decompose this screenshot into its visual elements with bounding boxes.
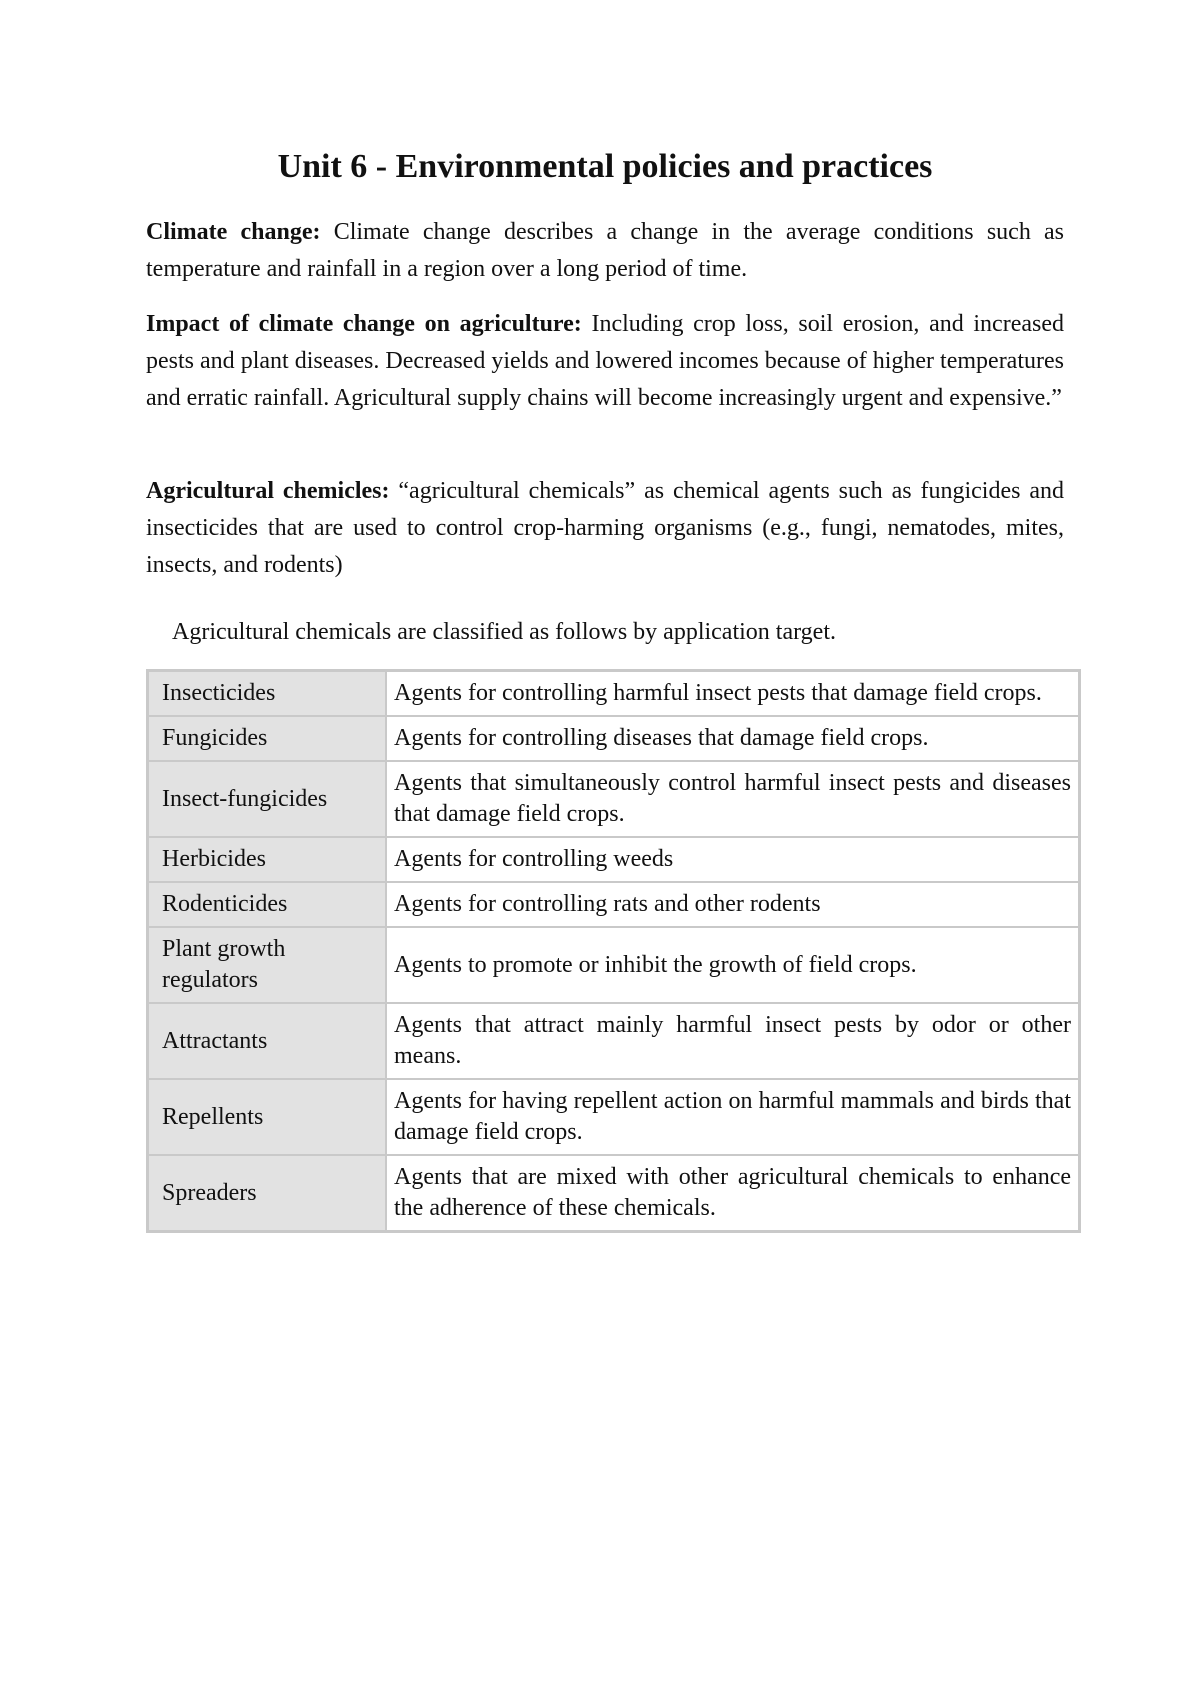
chemical-name: Plant growth regulators	[148, 927, 387, 1003]
chemical-name: Rodenticides	[148, 882, 387, 927]
table-row	[148, 1079, 1080, 1155]
impact-paragraph	[146, 306, 1064, 417]
table-row	[148, 882, 1080, 927]
chemical-name: Insect-fungicides	[148, 761, 387, 837]
chemical-description: Agents for having repellent action on harmful mammals and birds that damage field crops.	[386, 1079, 1080, 1155]
definition-text: “agricultural chemicals” as chemical agents such as fungicides and insecticides that are used to control crop-harming organisms (e.g., fungi, nematodes, mites, insects, and rodents)	[146, 478, 1064, 578]
chemical-name: Repellents	[148, 1079, 387, 1155]
chemical-description: Agents to promote or inhibit the growth of field crops.	[386, 927, 1080, 1003]
chemicals-paragraph	[146, 473, 1064, 584]
term-label: Climate change:	[146, 219, 321, 245]
chemical-name: Attractants	[148, 1003, 387, 1079]
chemical-description: Agents that attract mainly harmful insect pests by odor or other means.	[386, 1003, 1080, 1079]
definition-text: Climate change describes a change in the average conditions such as temperature and rainfall in a region over a long period of time.	[146, 219, 1065, 282]
definition-text: Including crop loss, soil erosion, and increased pests and plant diseases. Decreased yields and lowered incomes because of higher temperatures and erratic rainfall. Agricultural supply chains will become increasingly urgent and expensive.”	[146, 311, 1064, 411]
chemical-name: Herbicides	[148, 837, 387, 882]
climate-change-paragraph	[146, 214, 1064, 288]
chemical-description: Agents for controlling weeds	[386, 837, 1080, 882]
table-row	[148, 671, 1080, 717]
page-title: Unit 6 - Environmental policies and practices	[277, 148, 933, 185]
chemicals-table	[146, 669, 1081, 1233]
chemical-description: Agents for controlling diseases that damage field crops.	[386, 716, 1080, 761]
table-row	[148, 1155, 1080, 1232]
table-row	[148, 716, 1080, 761]
chemical-name: Insecticides	[148, 671, 387, 717]
term-label: Impact of climate change on agriculture:	[146, 311, 582, 337]
chemical-name: Spreaders	[148, 1155, 387, 1232]
term-label: Agricultural chemicles:	[146, 478, 390, 504]
chemical-description: Agents for controlling rats and other rodents	[386, 882, 1080, 927]
chemical-description: Agents that simultaneously control harmful insect pests and diseases that damage field crops.	[386, 761, 1080, 837]
chemical-name: Fungicides	[148, 716, 387, 761]
chemical-description: Agents that are mixed with other agricultural chemicals to enhance the adherence of these chemicals.	[386, 1155, 1080, 1232]
table-row	[148, 837, 1080, 882]
table-row	[148, 1003, 1080, 1079]
table-row	[148, 927, 1080, 1003]
table-row	[148, 761, 1080, 837]
table-intro: Agricultural chemicals are classified as follows by application target.	[172, 619, 836, 645]
chemical-description: Agents for controlling harmful insect pests that damage field crops.	[386, 671, 1080, 717]
